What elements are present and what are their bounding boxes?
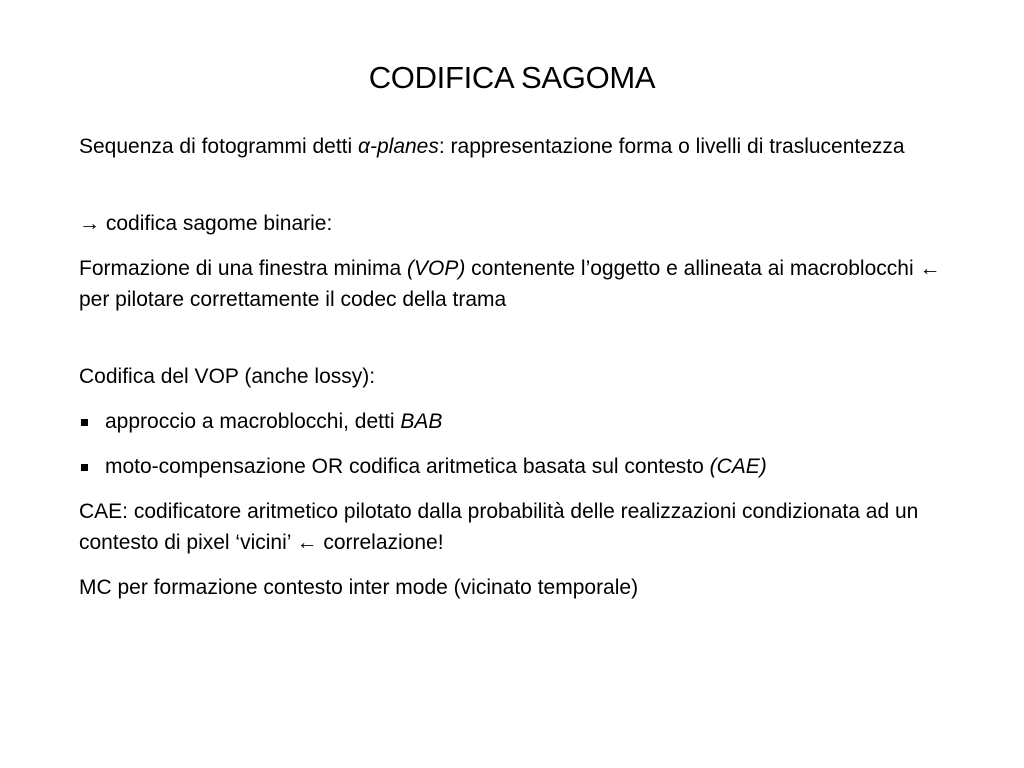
- text: : rappresentazione forma o livelli di traslucentezza: [438, 135, 905, 158]
- paragraph-mc: MC per formazione contesto inter mode (vicinato temporale): [79, 576, 639, 599]
- square-bullet-icon: [79, 451, 89, 482]
- paragraph-cae: CAE: codificatore aritmetico pilotato dalla probabilità delle realizzazioni condizionata ad un contesto di pixel ‘vicini’ ← correlazione!: [79, 500, 919, 554]
- text: approccio a macroblocchi, detti: [105, 410, 401, 433]
- paragraph-vop: [79, 253, 959, 315]
- paragraph-binary-shapes: → codifica sagome binarie:: [79, 212, 333, 235]
- paragraph-alpha-planes: [79, 131, 959, 162]
- italic-term: α-planes: [358, 135, 439, 158]
- italic-term: BAB: [400, 410, 443, 433]
- text: Sequenza di fotogrammi detti: [79, 135, 358, 158]
- text: moto-compensazione OR codifica aritmetica basata sul contesto: [105, 455, 710, 478]
- text: contenente l’oggetto e allineata ai macroblocchi ← per pilotare correttamente il codec della trama: [79, 257, 941, 311]
- bullet-text: [105, 406, 442, 437]
- square-bullet-icon: [79, 406, 89, 437]
- italic-term: (VOP): [406, 257, 466, 280]
- bullet-item: [79, 451, 959, 482]
- slide-title: CODIFICA SAGOMA: [368, 60, 656, 95]
- bullet-item: [79, 406, 959, 437]
- italic-term: (CAE): [709, 455, 767, 478]
- text: Formazione di una finestra minima: [79, 257, 407, 280]
- slide-body: [79, 131, 959, 617]
- paragraph-vop-coding: Codifica del VOP (anche lossy):: [79, 365, 376, 388]
- bullet-text: [105, 451, 767, 482]
